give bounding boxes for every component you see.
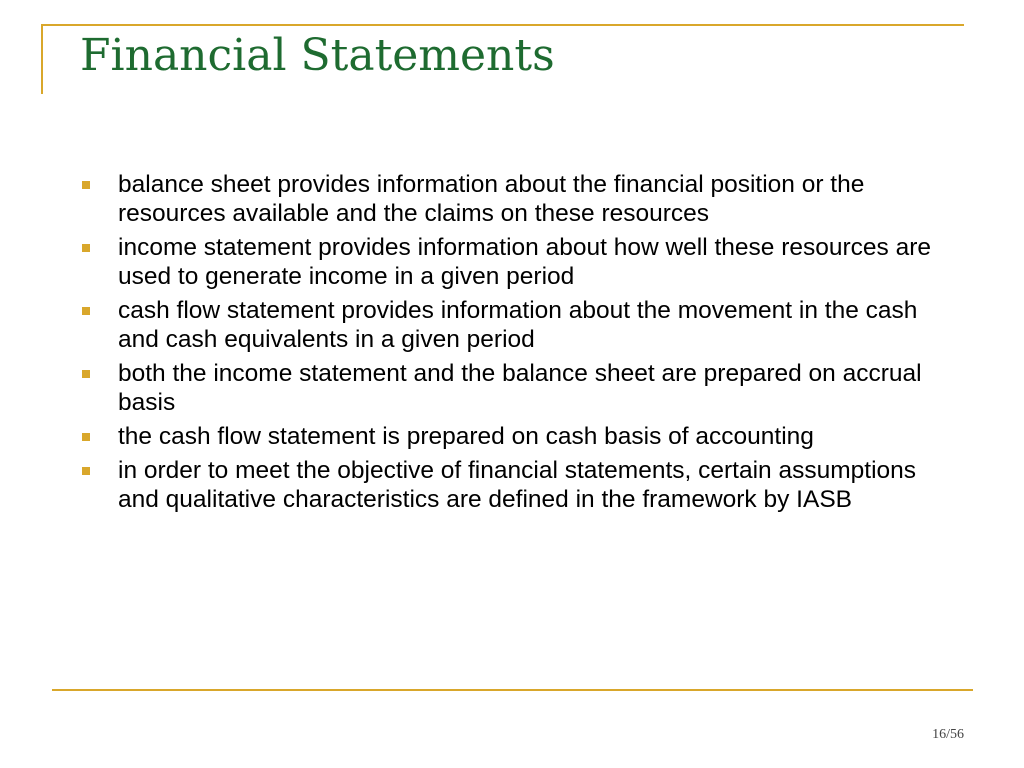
- list-item: [82, 170, 962, 228]
- square-bullet-icon: [82, 433, 90, 441]
- list-item: [82, 456, 962, 514]
- bullet-text: income statement provides information about how well these resources are used to generate income in a given period: [118, 234, 931, 290]
- slide-title: Financial Statements: [80, 30, 555, 81]
- bullet-text: in order to meet the objective of financial statements, certain assumptions and qualitative characteristics are defined in the framework by IASB: [118, 457, 917, 513]
- square-bullet-icon: [82, 244, 90, 252]
- list-item: [82, 233, 962, 291]
- square-bullet-icon: [82, 467, 90, 475]
- page-number: 16/56: [932, 727, 964, 742]
- bullet-list: [82, 170, 962, 519]
- frame-top-rule: [41, 24, 964, 26]
- bullet-text: both the income statement and the balance sheet are prepared on accrual basis: [118, 360, 922, 416]
- bullet-text: balance sheet provides information about the financial position or the resources available and the claims on these resources: [118, 171, 865, 227]
- bullet-text: the cash flow statement is prepared on cash basis of accounting: [118, 423, 814, 450]
- square-bullet-icon: [82, 307, 90, 315]
- square-bullet-icon: [82, 370, 90, 378]
- list-item: [82, 296, 962, 354]
- list-item: [82, 359, 962, 417]
- list-item: [82, 422, 962, 451]
- square-bullet-icon: [82, 181, 90, 189]
- frame-left-rule: [41, 24, 43, 94]
- footer-rule: [52, 689, 973, 691]
- bullet-text: cash flow statement provides information about the movement in the cash and cash equivalents in a given period: [118, 297, 918, 353]
